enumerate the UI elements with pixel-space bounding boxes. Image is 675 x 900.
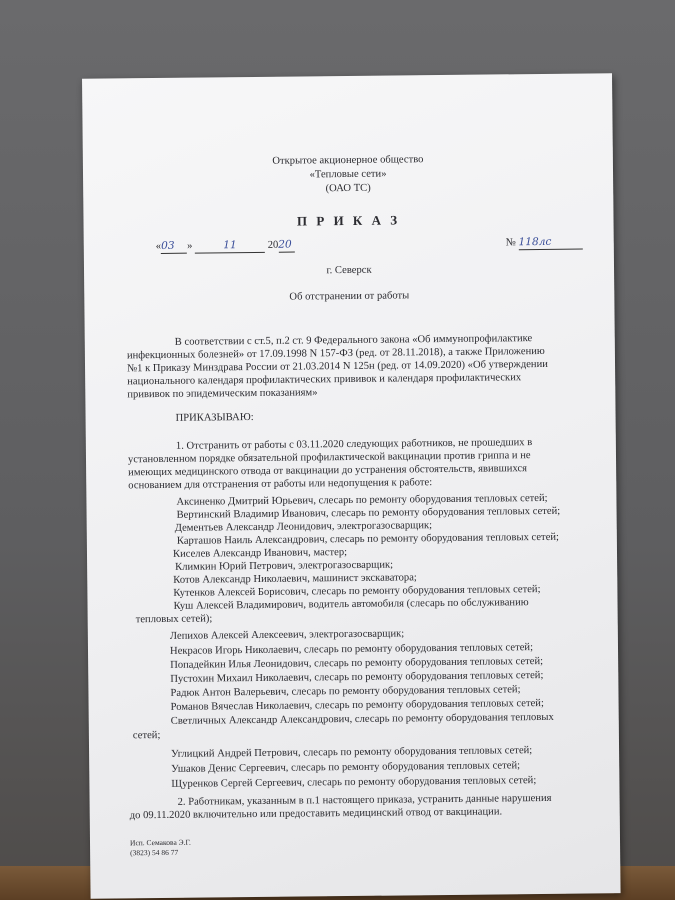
list-item: Попадейкин Илья Леонидович, слесарь по ремонту оборудования тепловых сетей; (170, 655, 544, 671)
date-year-prefix: 20 (267, 239, 279, 251)
list-item: Щуренков Сергей Сергеевич, слесарь по ремонту оборудования тепловых сетей; (171, 775, 537, 790)
list-item: Вертинский Владимир Иванович, слесарь по ремонту оборудования тепловых сетей; (176, 505, 561, 521)
preamble-line: №1 к Приказу Минздрава России от 21.03.2014 N 125н (ред. от 14.09.2020) «Об утверждении (126, 358, 548, 375)
list-item: Дементьев Александр Леонидович, электрогазосварщик; (174, 520, 433, 534)
list-item: Романов Вячеслав Николаевич, слесарь по ремонту оборудования тепловых сетей; (170, 697, 544, 713)
footer (130, 838, 191, 859)
date-open-quote: « (155, 240, 162, 253)
item-1-line: имеющих медицинского отвода от вакцинации до устранения обстоятельств, явившихся (128, 463, 528, 479)
org-name-line1: Открытое акционерное общество (272, 154, 424, 167)
list-item: Ушаков Денис Сергеевич, слесарь по ремонту оборудования тепловых сетей; (171, 760, 521, 775)
org-name-line2: «Тепловые сети» (309, 168, 387, 181)
list-item: Климкин Юрий Петрович, электрогазосварщик; (175, 559, 394, 573)
list-item: Светличных Александр Александрович, слесарь по ремонту оборудования тепловых (170, 711, 554, 727)
list-item: Лепихов Алексей Алексеевич, электрогазосварщик; (169, 628, 405, 642)
preamble-line: В соответствии с ст.5, п.2 ст. 9 Федерального закона «Об иммунопрофилактике (174, 333, 533, 348)
order-number (506, 236, 583, 251)
date-day: 03 (161, 240, 187, 254)
list-item: Киселев Александр Иванович, мастер; (172, 547, 348, 560)
preamble (127, 331, 594, 401)
list-item: тепловых сетей); (135, 613, 213, 626)
preamble-line: инфекционных болезней» от 17.09.1998 N 157-ФЗ (ред. от 28.11.2018), а также Приложению (126, 345, 545, 362)
list-item: Пустохин Михаил Николаевич, слесарь по ремонту оборудования тепловых сетей; (170, 669, 544, 685)
employee-list (128, 491, 598, 790)
item-1-line: основанием для отстранения от работы или недопущения к работе: (128, 477, 433, 492)
item-2-line: до 09.11.2020 включительно или предоставить медицинский отвод от вакцинации. (129, 806, 503, 822)
item-2 (130, 791, 600, 822)
list-item: Карташов Наиль Александрович, слесарь по ремонту оборудования тепловых сетей; (176, 531, 560, 547)
preamble-line: прививок по эпидемическим показаниям» (127, 387, 318, 401)
number-value: 118лс (518, 236, 582, 251)
executor-phone: (3823) 54 86 77 (130, 847, 179, 858)
date-close-quote: » (187, 240, 193, 252)
list-item: сетей; (132, 729, 161, 742)
item-1 (128, 435, 595, 492)
item-1-line: установленном порядке обязательной профилактической вакцинации против гриппа и не (127, 450, 531, 466)
item-1-line: 1. Отстранить от работы с 03.11.2020 следующих работников, не прошедших в (175, 437, 533, 452)
list-item: Куш Алексей Владимирович, водитель автомобиля (слесарь по обслуживанию (173, 597, 529, 612)
order-word: ПРИКАЗЫВАЮ: (175, 411, 254, 424)
document-title: П Р И К А З (296, 212, 401, 229)
list-item: Аксиненко Дмитрий Юрьевич, слесарь по ремонту оборудования тепловых сетей; (176, 492, 548, 508)
preamble-line: национального календаря профилактических прививок и календаря профилактических (127, 372, 522, 388)
list-item: Кутенков Алексей Борисович, слесарь по ремонту оборудования тепловых сетей; (173, 584, 541, 599)
document-page (82, 73, 621, 899)
list-item: Углицкий Андрей Петрович, слесарь по ремонту оборудования тепловых сетей; (171, 745, 533, 760)
list-item: Котов Александр Николаевич, машинист экскаватора; (173, 572, 417, 586)
executor-name: Исп. Семакова Э.Г. (129, 837, 191, 848)
list-item: Радюк Антон Валерьевич, слесарь по ремонту оборудования тепловых сетей; (170, 684, 521, 699)
list-item: Некрасов Игорь Николаевич, слесарь по ремонту оборудования тепловых сетей; (169, 642, 534, 657)
date-month: 11 (195, 239, 265, 254)
date-year-suffix: 20 (278, 239, 294, 253)
item-2-line: 2. Работникам, указанным в п.1 настоящего приказа, устранить данные нарушения (177, 792, 552, 808)
number-sign: № (505, 237, 516, 249)
subject: Об отстранении от работы (289, 290, 410, 303)
city: г. Северск (326, 264, 372, 277)
org-name-line3: (ОАО ТС) (325, 182, 371, 195)
order-date (156, 239, 295, 254)
